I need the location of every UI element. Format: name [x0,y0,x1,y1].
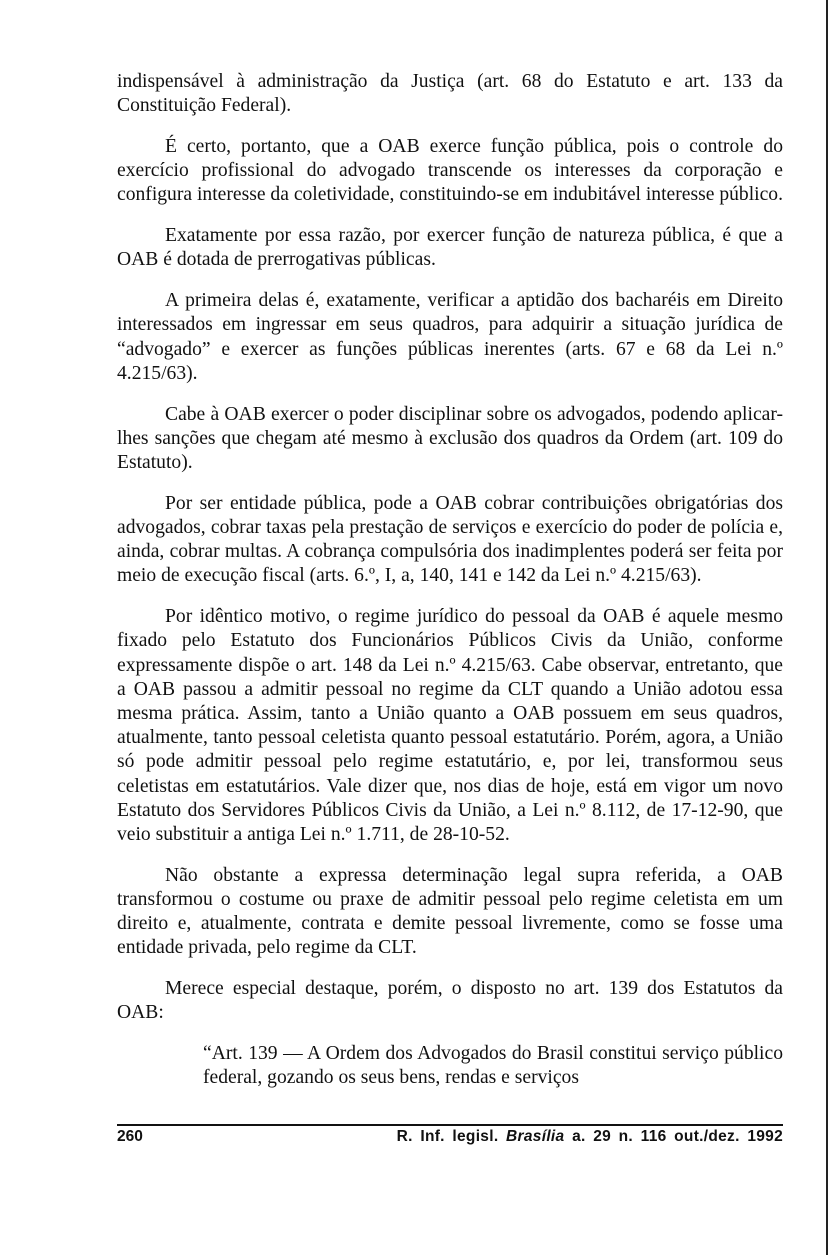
paragraph-4: A primeira delas é, exatamente, verificar a aptidão dos bacharéis em Direito interessados em ingressar em seus quadros, para adquirir a situação jurídica de “advogado” e exercer as funções públicas inerentes (arts. 67 e 68 da Lei n.º 4.215/63). [117,290,783,384]
document-body [117,70,783,1091]
page-footer [117,1128,783,1154]
paragraph-3: Exatamente por essa razão, por exercer função de natureza pública, é que a OAB é dotada de prerrogativas públicas. [117,225,783,271]
journal-date: out./dez. 1992 [674,1128,783,1145]
paragraph-9: Merece especial destaque, porém, o disposto no art. 139 dos Estatutos da OAB: [117,978,783,1024]
footer-divider [117,1124,783,1126]
page-number: 260 [117,1128,143,1145]
journal-issue: n. 116 [618,1128,667,1145]
paragraph-2: É certo, portanto, que a OAB exerce função pública, pois o controle do exercício profissional do advogado transcende os interesses da corporação e configura interesse da coletividade, constituindo-se em indubitável interesse público. [117,136,783,206]
paragraph-5: Cabe à OAB exercer o poder disciplinar sobre os advogados, podendo aplicar-lhes sanções que chegam até mesmo à exclusão dos quadros da Ordem (art. 109 do Estatuto). [117,403,783,474]
journal-volume: a. 29 [572,1128,612,1145]
paragraph-7: Por idêntico motivo, o regime jurídico do pessoal da OAB é aquele mesmo fixado pelo Estatuto dos Funcionários Públicos Civis da União, conforme expressamente dispõe o art. 148 da Lei n.º 4.215/63. Cabe observar, entretanto, que a OAB passou a admitir pessoal no regime da CLT quando a União adotou essa mesma prática. Assim, tanto a União quanto a OAB possuem em seus quadros, atualmente, tanto pessoal celetista quanto pessoal estatutário. Porém, agora, a União só pode admitir pessoal pelo regime estatutário, e, por lei, transformou seus celetistas em estatutários. Vale dizer que, nos dias de hoje, está em vigor um novo Estatuto dos Servidores Públicos Civis da União, a Lei n.º 8.112, de 17-12-90, que veio substituir a antiga Lei n.º 1.711, de 28-10-52. [117,606,783,846]
page-edge [826,0,828,1255]
paragraph-8: Não obstante a expressa determinação legal supra referida, a OAB transformou o costume ou praxe de admitir pessoal pelo regime celetista em um direito e, atualmente, contrata e demite pessoal livremente, como se fosse uma entidade privada, pelo regime da CLT. [117,864,783,959]
journal-citation [397,1128,783,1146]
journal-name: R. Inf. legisl. [396,1128,499,1145]
block-quote: “Art. 139 — A Ordem dos Advogados do Brasil constitui serviço público federal, gozando os seus bens, rendas e serviços [203,1043,783,1089]
paragraph-6: Por ser entidade pública, pode a OAB cobrar contribuições obrigatórias dos advogados, cobrar taxas pela prestação de serviços e exercício do poder de polícia e, ainda, cobrar multas. A cobrança compulsória dos inadimplentes poderá ser feita por meio de execução fiscal (arts. 6.º, I, a, 140, 141 e 142 da Lei n.º 4.215/63). [117,492,783,587]
journal-city: Brasília [506,1128,565,1145]
paragraph-1: indispensável à administração da Justiça (art. 68 do Estatuto e art. 133 da Constituição Federal). [117,71,783,117]
